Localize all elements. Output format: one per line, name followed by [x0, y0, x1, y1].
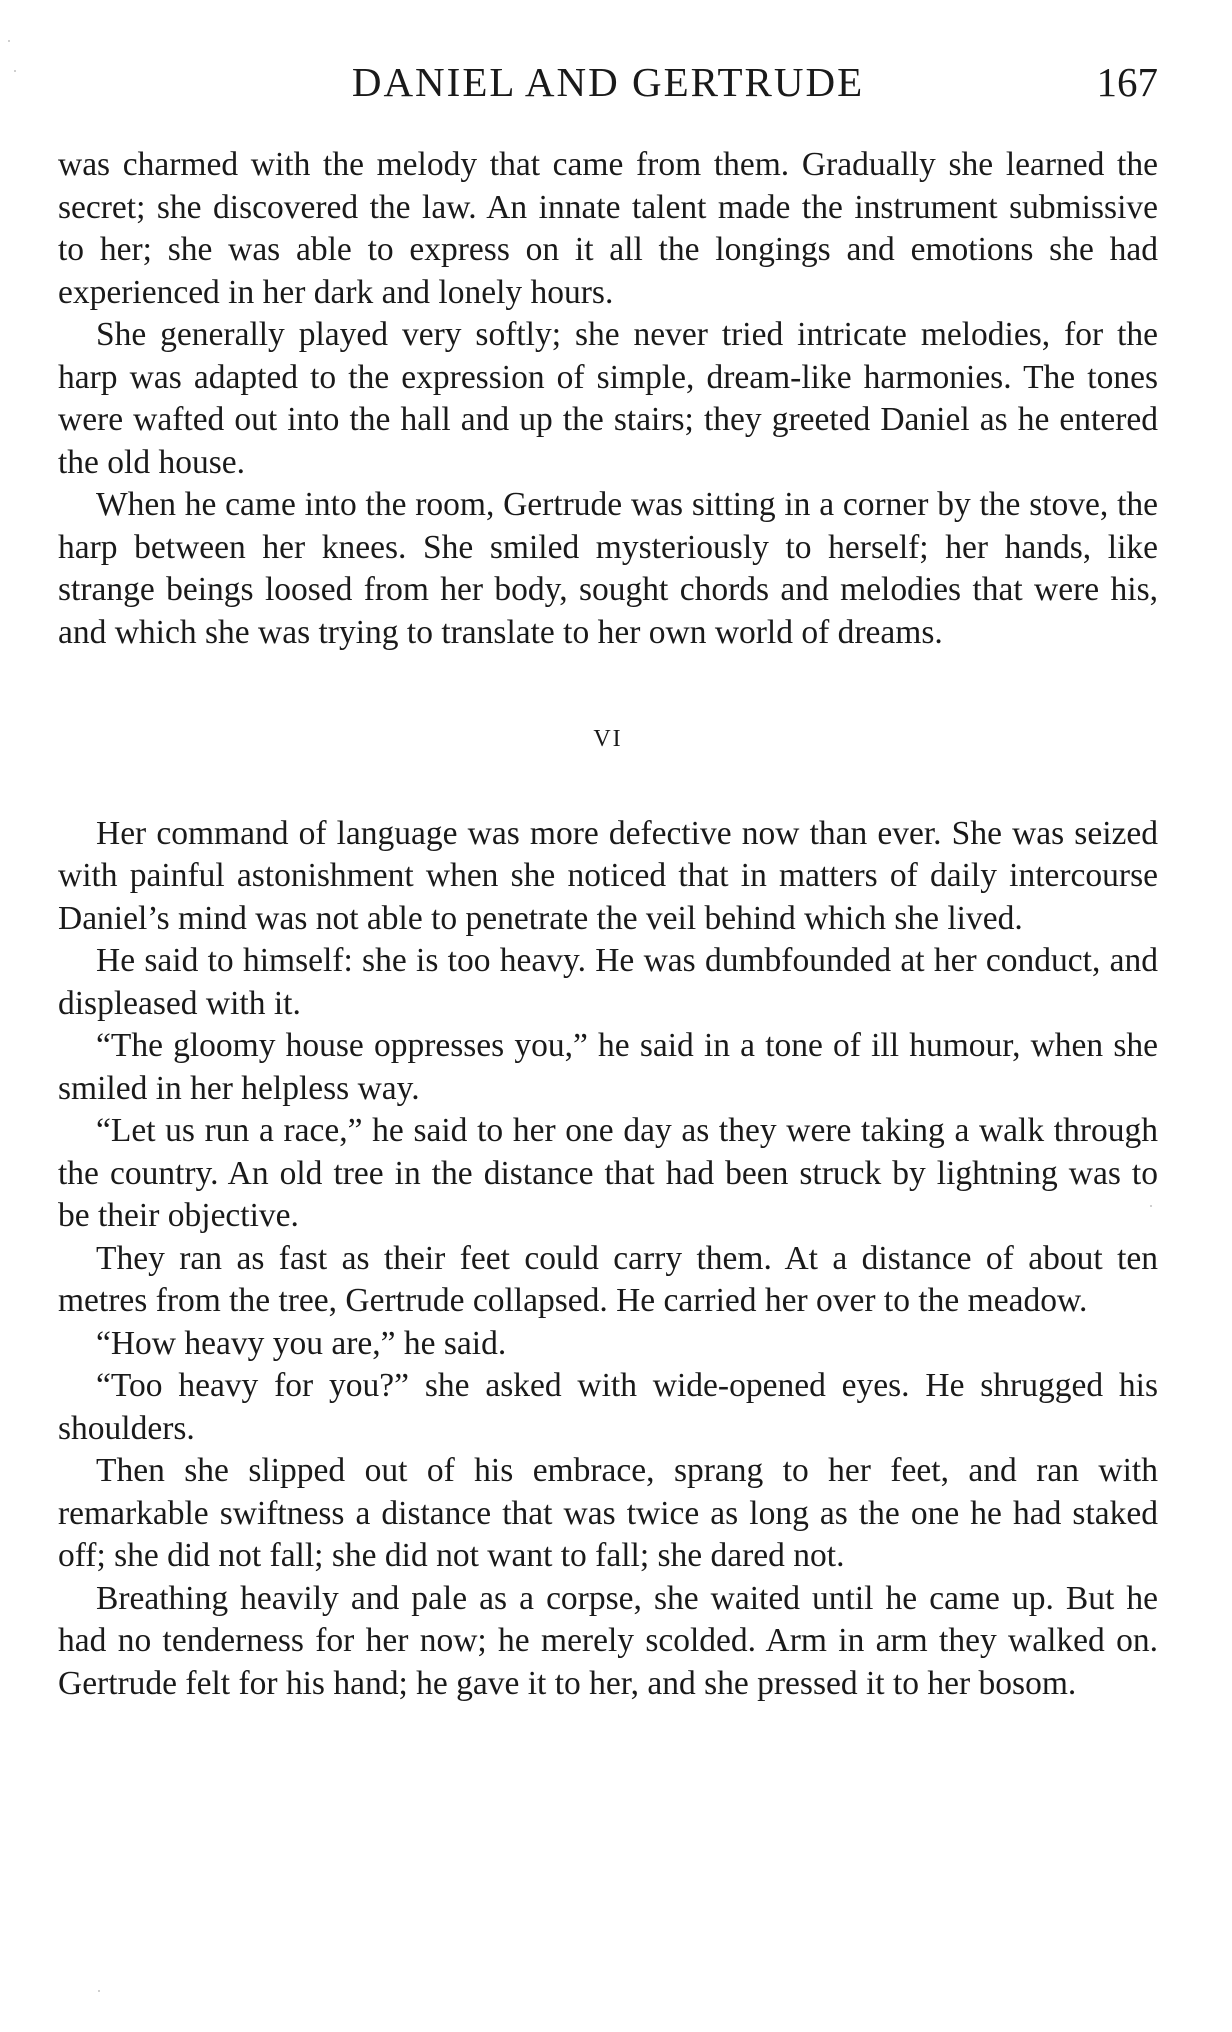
- section-heading: VI: [593, 726, 623, 752]
- book-page: [58, 58, 1158, 1705]
- paragraph: Then she slipped out of his embrace, sprang to her feet, and ran with remarkable swiftness a distance that was twice as long as the one he had staked off; she did not fall; she did not want to fall; she dared not.: [58, 1452, 1158, 1574]
- running-title: DANIEL AND GERTRUDE: [351, 59, 865, 105]
- paragraph: “How heavy you are,” he said.: [96, 1324, 507, 1362]
- paragraph: “Let us run a race,” he said to her one day as they were taking a walk through the country. An old tree in the distance that had been struck by lightning was to be their objective.: [58, 1112, 1158, 1234]
- paragraph: “The gloomy house oppresses you,” he said in a tone of ill humour, when she smiled in her helpless way.: [58, 1027, 1158, 1107]
- paragraph: He said to himself: she is too heavy. He was dumbfounded at her conduct, and displeased with it.: [58, 942, 1158, 1022]
- body-text: [58, 144, 1158, 1705]
- paragraph: She generally played very softly; she never tried intricate melodies, for the harp was adapted to the expression of simple, dream-like harmonies. The tones were wafted out into the hall and up the stairs; they greeted Daniel as he entered the old house.: [58, 316, 1158, 481]
- scan-speck: [98, 1990, 100, 1992]
- paragraph: was charmed with the melody that came from them. Gradually she learned the secret; she discovered the law. An innate talent made the instrument submissive to her; she was able to express on it all the longings and emotions she had experienced in her dark and lonely hours.: [58, 146, 1158, 311]
- paragraph: Breathing heavily and pale as a corpse, she waited until he came up. But he had no tenderness for her now; he merely scolded. Arm in arm they walked on. Gertrude felt for his hand; he gave it to her, and she pressed it to her bosom.: [58, 1579, 1158, 1702]
- running-head: [58, 58, 1158, 118]
- paragraph: “Too heavy for you?” she asked with wide-opened eyes. He shrugged his shoulders.: [58, 1367, 1158, 1447]
- scan-speck: [8, 40, 10, 42]
- scan-speck: [14, 70, 16, 72]
- page-number: 167: [1096, 59, 1158, 105]
- paragraph: They ran as fast as their feet could carry them. At a distance of about ten metres from the tree, Gertrude collapsed. He carried her over to the meadow.: [58, 1239, 1158, 1319]
- paragraph: When he came into the room, Gertrude was sitting in a corner by the stove, the harp between her knees. She smiled mysteriously to herself; her hands, like strange beings loosed from her body, sought chords and melodies that were his, and which she was trying to translate to her own world of dreams.: [58, 486, 1158, 651]
- scan-speck: [1150, 1205, 1152, 1207]
- paragraph: Her command of language was more defective now than ever. She was seized with painful astonishment when she noticed that in matters of daily intercourse Daniel’s mind was not able to penetrate the veil behind which she lived.: [58, 814, 1158, 937]
